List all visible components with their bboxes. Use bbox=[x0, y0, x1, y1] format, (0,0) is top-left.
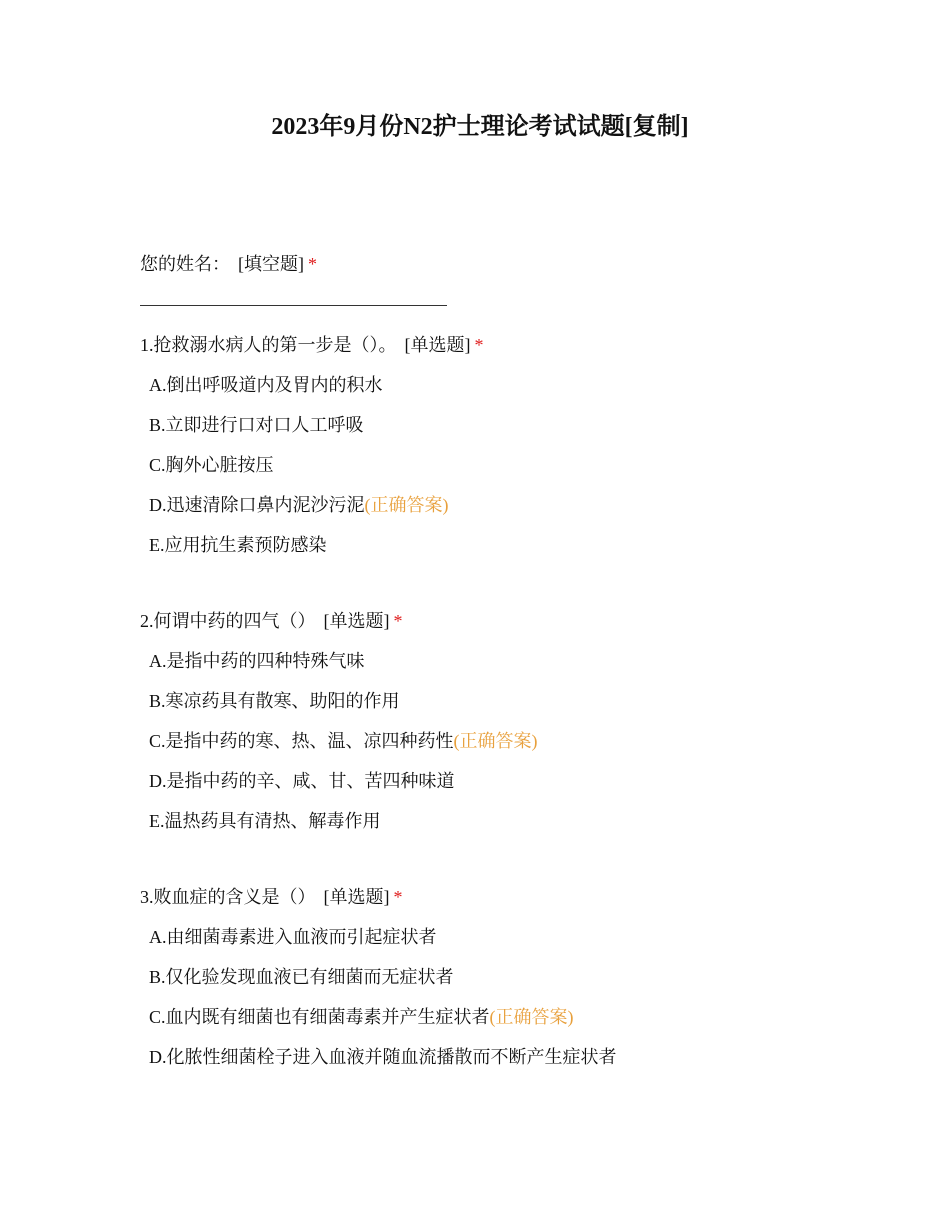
option-item bbox=[149, 531, 860, 559]
option-text: C.血内既有细菌也有细菌毒素并产生症状者 bbox=[149, 1007, 490, 1027]
option-text: B.立即进行口对口人工呼吸 bbox=[149, 415, 364, 435]
option-text: E.应用抗生素预防感染 bbox=[149, 535, 327, 555]
option-item bbox=[149, 1043, 860, 1071]
question-spacer bbox=[140, 559, 860, 607]
question-type: [单选题] bbox=[323, 611, 390, 631]
page-title: 2023年9月份N2护士理论考试试题[复制] bbox=[271, 114, 689, 140]
option-item bbox=[149, 963, 860, 991]
required-mark: * bbox=[393, 611, 403, 631]
option-item bbox=[149, 727, 860, 755]
correct-answer-tag: (正确答案) bbox=[489, 1007, 574, 1027]
required-mark: * bbox=[474, 335, 484, 355]
correct-answer-tag: (正确答案) bbox=[453, 731, 538, 751]
option-item bbox=[149, 451, 860, 479]
option-item bbox=[149, 1003, 860, 1031]
question-type: [填空题] bbox=[238, 254, 304, 274]
option-list bbox=[140, 371, 860, 559]
option-text: A.倒出呼吸道内及胃内的积水 bbox=[149, 375, 383, 395]
question-3 bbox=[140, 883, 860, 1071]
option-text: D.化脓性细菌栓子进入血液并随血流播散而不断产生症状者 bbox=[149, 1047, 617, 1067]
question-type: [单选题] bbox=[323, 887, 390, 907]
option-item bbox=[149, 807, 860, 835]
question-label: 您的姓名： bbox=[140, 254, 230, 274]
option-text: E.温热药具有清热、解毒作用 bbox=[149, 811, 381, 831]
option-text: D.是指中药的辛、咸、甘、苦四种味道 bbox=[149, 771, 455, 791]
question-title bbox=[140, 883, 860, 911]
option-item bbox=[149, 647, 860, 675]
name-question bbox=[140, 250, 860, 331]
option-item bbox=[149, 923, 860, 951]
option-text: B.寒凉药具有散寒、助阳的作用 bbox=[149, 691, 400, 711]
option-item bbox=[149, 491, 860, 519]
question-title bbox=[140, 250, 860, 278]
question-type: [单选题] bbox=[404, 335, 471, 355]
required-mark: * bbox=[393, 887, 403, 907]
option-item bbox=[149, 411, 860, 439]
question-label: 1.抢救溺水病人的第一步是（）。 bbox=[140, 335, 397, 355]
option-item bbox=[149, 371, 860, 399]
question-title bbox=[140, 607, 860, 635]
question-spacer bbox=[140, 835, 860, 883]
required-mark: * bbox=[308, 254, 317, 274]
option-text: C.是指中药的寒、热、温、凉四种药性 bbox=[149, 731, 454, 751]
survey-content bbox=[140, 250, 860, 1071]
question-label: 3.败血症的含义是（） bbox=[140, 887, 316, 907]
option-text: C.胸外心脏按压 bbox=[149, 455, 274, 475]
name-answer-line[interactable] bbox=[140, 305, 447, 306]
question-2 bbox=[140, 607, 860, 835]
question-title bbox=[140, 331, 860, 359]
option-text: A.是指中药的四种特殊气味 bbox=[149, 651, 365, 671]
option-item bbox=[149, 767, 860, 795]
correct-answer-tag: (正确答案) bbox=[364, 495, 449, 515]
option-text: B.仅化验发现血液已有细菌而无症状者 bbox=[149, 967, 454, 987]
question-1 bbox=[140, 331, 860, 559]
option-text: D.迅速清除口鼻内泥沙污泥 bbox=[149, 495, 365, 515]
option-list bbox=[140, 647, 860, 835]
option-text: A.由细菌毒素进入血液而引起症状者 bbox=[149, 927, 437, 947]
option-item bbox=[149, 687, 860, 715]
question-label: 2.何谓中药的四气（） bbox=[140, 611, 316, 631]
option-list bbox=[140, 923, 860, 1071]
